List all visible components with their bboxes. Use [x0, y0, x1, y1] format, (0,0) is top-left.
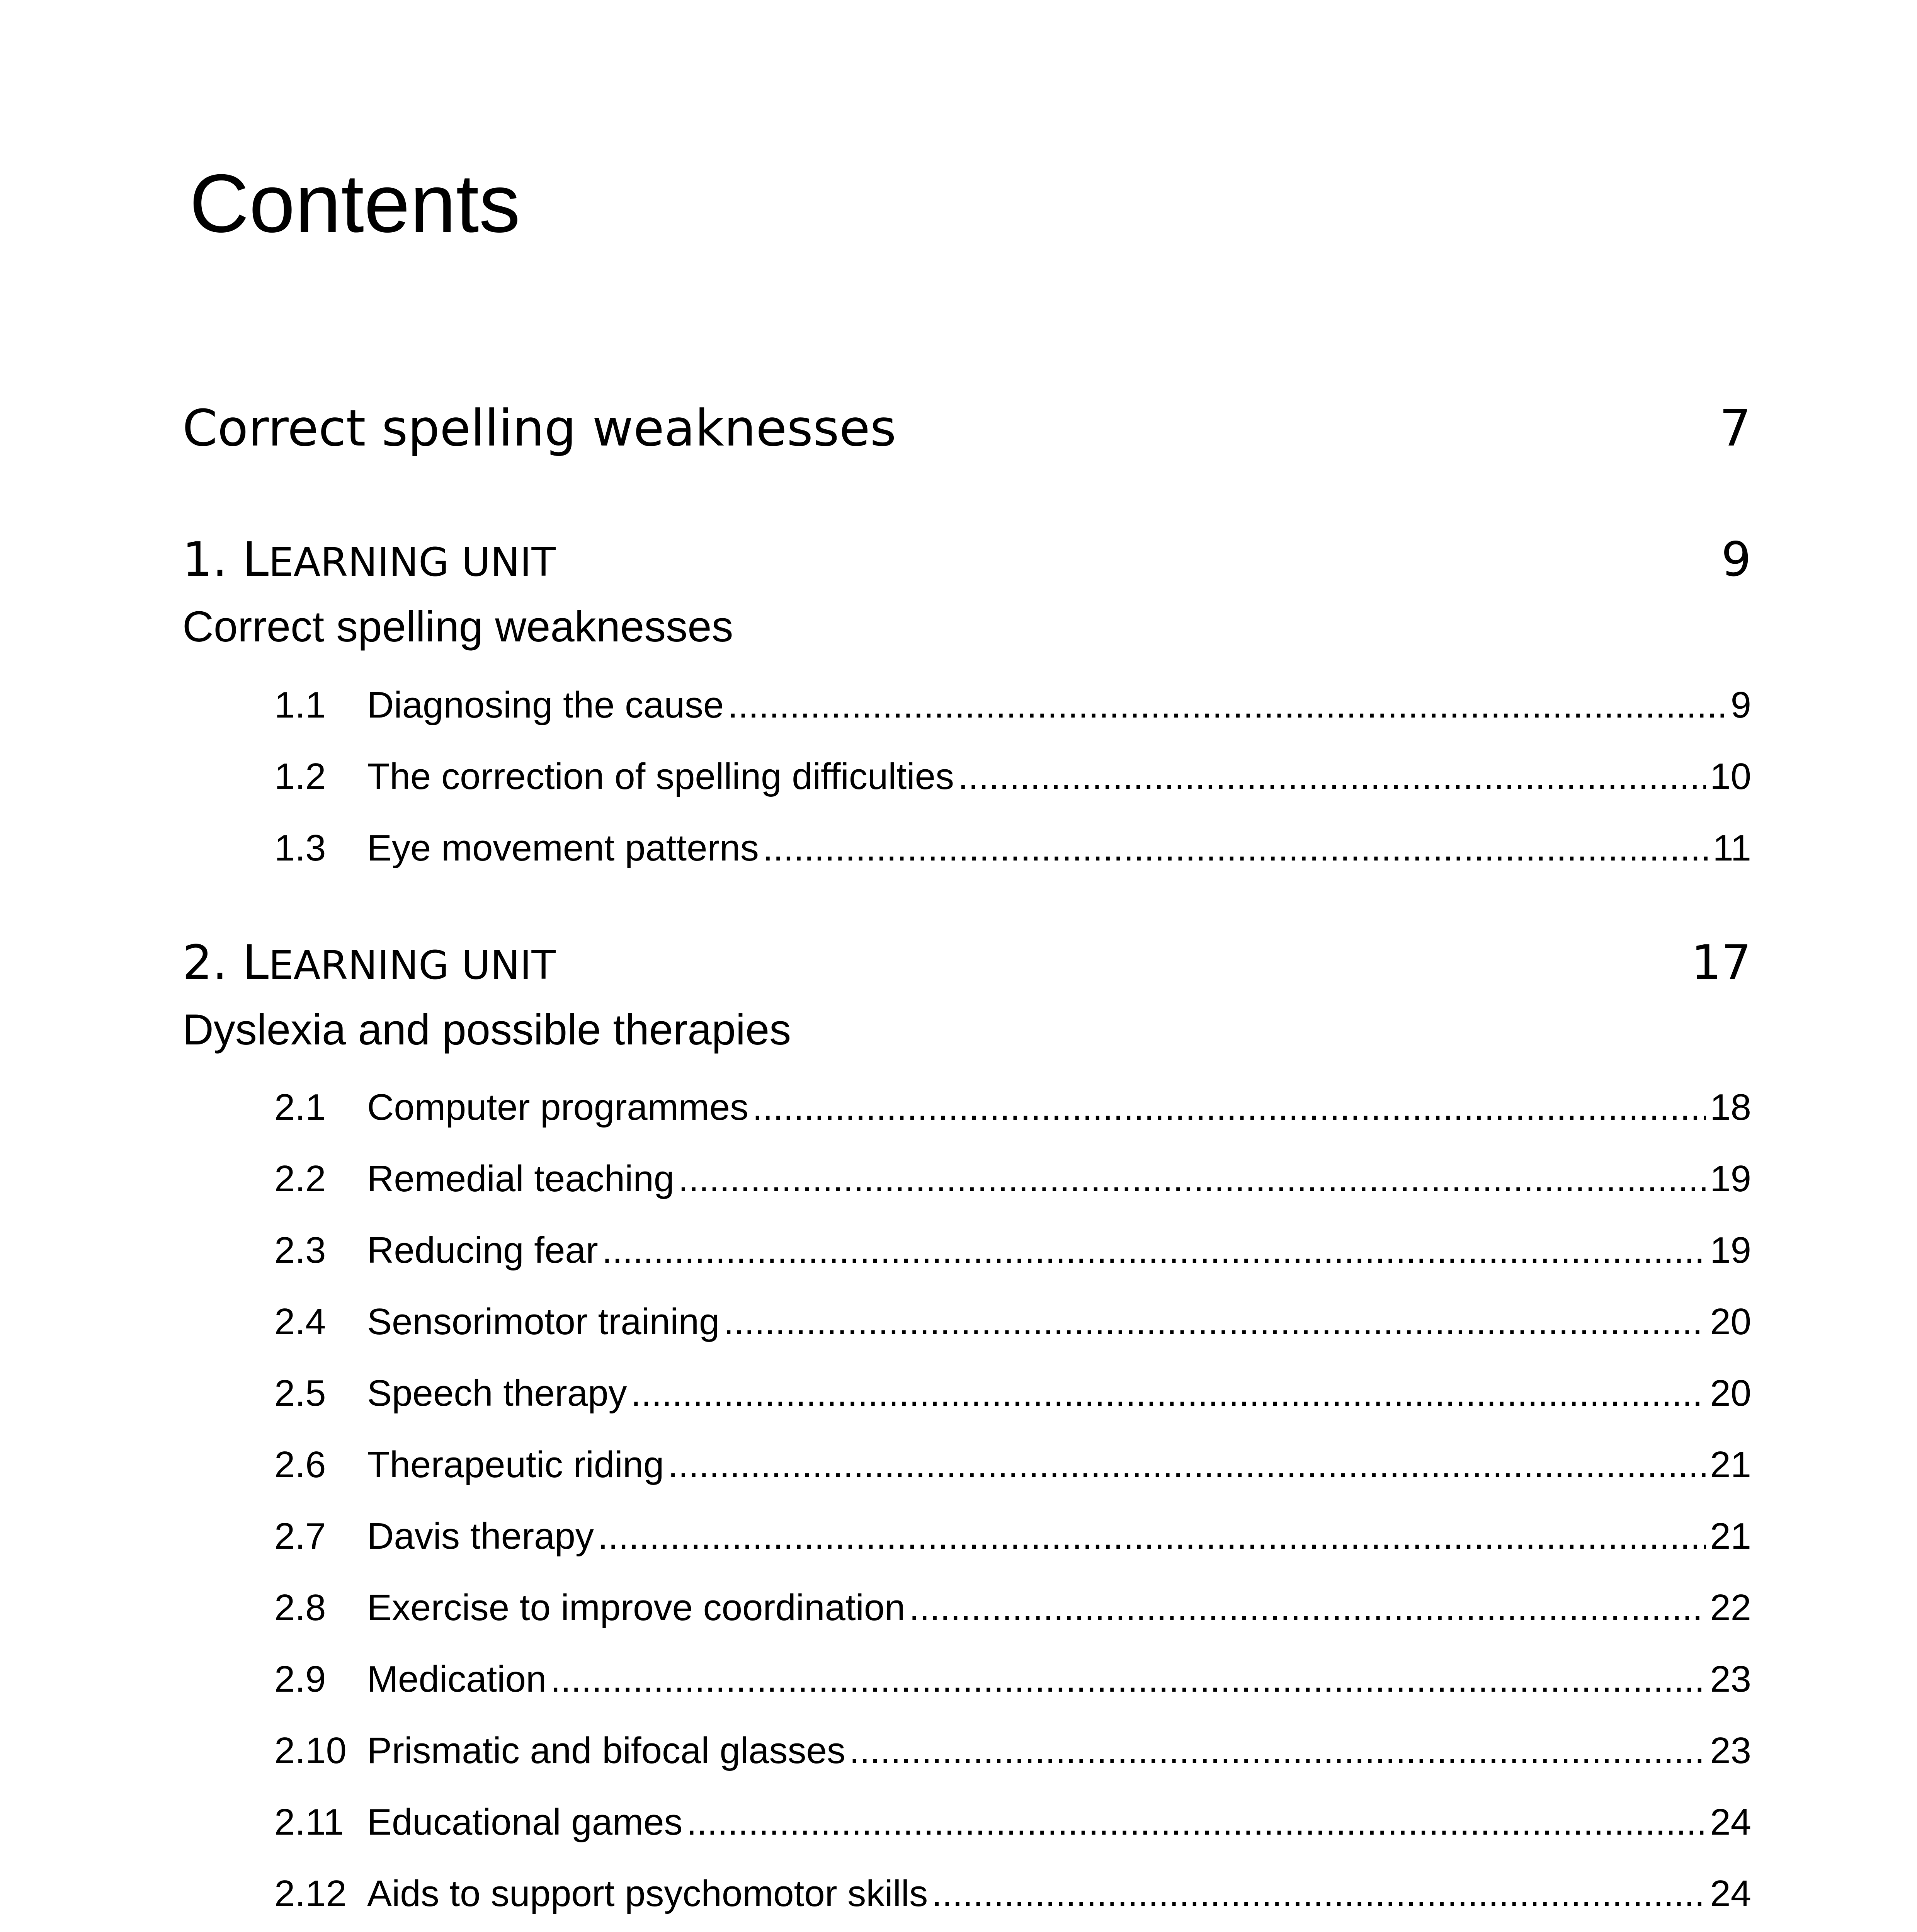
dot-leader — [958, 754, 1706, 799]
entry-number: 2.5 — [274, 1372, 326, 1414]
chapter-heading[interactable] — [182, 398, 1751, 458]
entry-title: Exercise to improve coordination — [367, 1587, 905, 1628]
entry-page: 19 — [1710, 1230, 1751, 1271]
toc-entry[interactable] — [274, 1442, 1751, 1487]
entry-number: 2.2 — [274, 1158, 326, 1199]
toc-entry[interactable] — [274, 1871, 1751, 1916]
unit-label-rest: EARNING UNIT — [269, 539, 556, 585]
unit-label-initial: L — [242, 935, 269, 990]
entry-title: Diagnosing the cause — [367, 684, 724, 726]
dot-leader — [678, 1156, 1706, 1201]
toc-entry[interactable] — [274, 1728, 1751, 1773]
entry-title: Prismatic and bifocal glasses — [367, 1730, 845, 1771]
dot-leader — [723, 1299, 1706, 1344]
dot-leader — [550, 1657, 1706, 1701]
unit-label-rest: EARNING UNIT — [269, 942, 556, 988]
unit-heading-2[interactable] — [182, 934, 1751, 991]
unit-heading-1[interactable] — [182, 531, 1751, 588]
dot-leader — [598, 1514, 1706, 1558]
toc-entry[interactable] — [274, 1514, 1751, 1558]
entry-number: 1.2 — [274, 756, 326, 797]
toc-entry[interactable] — [274, 1299, 1751, 1344]
chapter-title: Correct spelling weaknesses — [182, 399, 896, 457]
unit-page: 9 — [1721, 532, 1751, 587]
dot-leader — [932, 1871, 1706, 1916]
dot-leader — [752, 1085, 1706, 1129]
entry-number: 1.1 — [274, 684, 326, 726]
entry-page: 21 — [1710, 1444, 1751, 1485]
entry-number: 2.3 — [274, 1230, 326, 1271]
entry-number: 2.6 — [274, 1444, 326, 1485]
dot-leader — [602, 1228, 1706, 1272]
entry-title: Medication — [367, 1658, 547, 1700]
unit-label-initial: L — [242, 532, 269, 587]
entry-number: 2.12 — [274, 1873, 347, 1914]
page-title: Contents — [189, 157, 520, 250]
entry-number: 2.11 — [274, 1801, 344, 1843]
entry-number: 2.4 — [274, 1301, 326, 1342]
toc-entry[interactable] — [274, 1085, 1751, 1129]
entry-title: Educational games — [367, 1801, 683, 1843]
toc-entry[interactable] — [274, 1156, 1751, 1201]
entry-title: Aids to support psychomotor skills — [367, 1873, 928, 1914]
entry-page: 9 — [1730, 684, 1751, 726]
unit-page: 17 — [1691, 935, 1751, 990]
entry-number: 1.3 — [274, 827, 326, 869]
entry-page: 20 — [1710, 1301, 1751, 1342]
entry-number: 2.9 — [274, 1658, 326, 1700]
entry-page: 18 — [1710, 1087, 1751, 1128]
entry-page: 23 — [1710, 1658, 1751, 1700]
entry-page: 22 — [1710, 1587, 1751, 1628]
toc-entry[interactable] — [274, 754, 1751, 799]
toc-entry[interactable] — [274, 1371, 1751, 1415]
entry-page: 10 — [1710, 756, 1751, 797]
entry-title: Eye movement patterns — [367, 827, 759, 869]
entry-page: 19 — [1710, 1158, 1751, 1199]
entry-title: Reducing fear — [367, 1230, 598, 1271]
entry-page: 11 — [1713, 827, 1751, 869]
entry-page: 24 — [1710, 1801, 1751, 1843]
entry-title: The correction of spelling difficulties — [367, 756, 954, 797]
chapter-page: 7 — [1719, 399, 1751, 457]
unit-number: 2. — [182, 935, 228, 990]
unit-subtitle: Dyslexia and possible therapies — [182, 1005, 791, 1054]
toc-entry[interactable] — [274, 1800, 1751, 1844]
dot-leader — [687, 1800, 1706, 1844]
toc-entry[interactable] — [274, 1228, 1751, 1272]
entry-page: 24 — [1710, 1873, 1751, 1914]
entry-page: 23 — [1710, 1730, 1751, 1771]
entry-title: Speech therapy — [367, 1372, 627, 1414]
toc-entry[interactable] — [274, 1585, 1751, 1630]
dot-leader — [763, 826, 1709, 870]
entry-number: 2.7 — [274, 1515, 326, 1557]
entry-title: Computer programmes — [367, 1087, 748, 1128]
dot-leader — [849, 1728, 1706, 1773]
toc-entry[interactable] — [274, 826, 1751, 870]
dot-leader — [909, 1585, 1706, 1630]
unit-number: 1. — [182, 532, 228, 587]
entry-number: 2.10 — [274, 1730, 347, 1771]
toc-entry[interactable] — [274, 1657, 1751, 1701]
unit-subtitle: Correct spelling weaknesses — [182, 602, 733, 651]
entry-title: Davis therapy — [367, 1515, 594, 1557]
entry-title: Therapeutic riding — [367, 1444, 664, 1485]
entry-number: 2.8 — [274, 1587, 326, 1628]
dot-leader — [631, 1371, 1706, 1415]
entry-page: 20 — [1710, 1372, 1751, 1414]
entry-title: Sensorimotor training — [367, 1301, 720, 1342]
entry-page: 21 — [1710, 1515, 1751, 1557]
toc-entry[interactable] — [274, 683, 1751, 727]
entry-number: 2.1 — [274, 1087, 326, 1128]
dot-leader — [728, 683, 1726, 727]
dot-leader — [668, 1442, 1706, 1487]
entry-title: Remedial teaching — [367, 1158, 675, 1199]
